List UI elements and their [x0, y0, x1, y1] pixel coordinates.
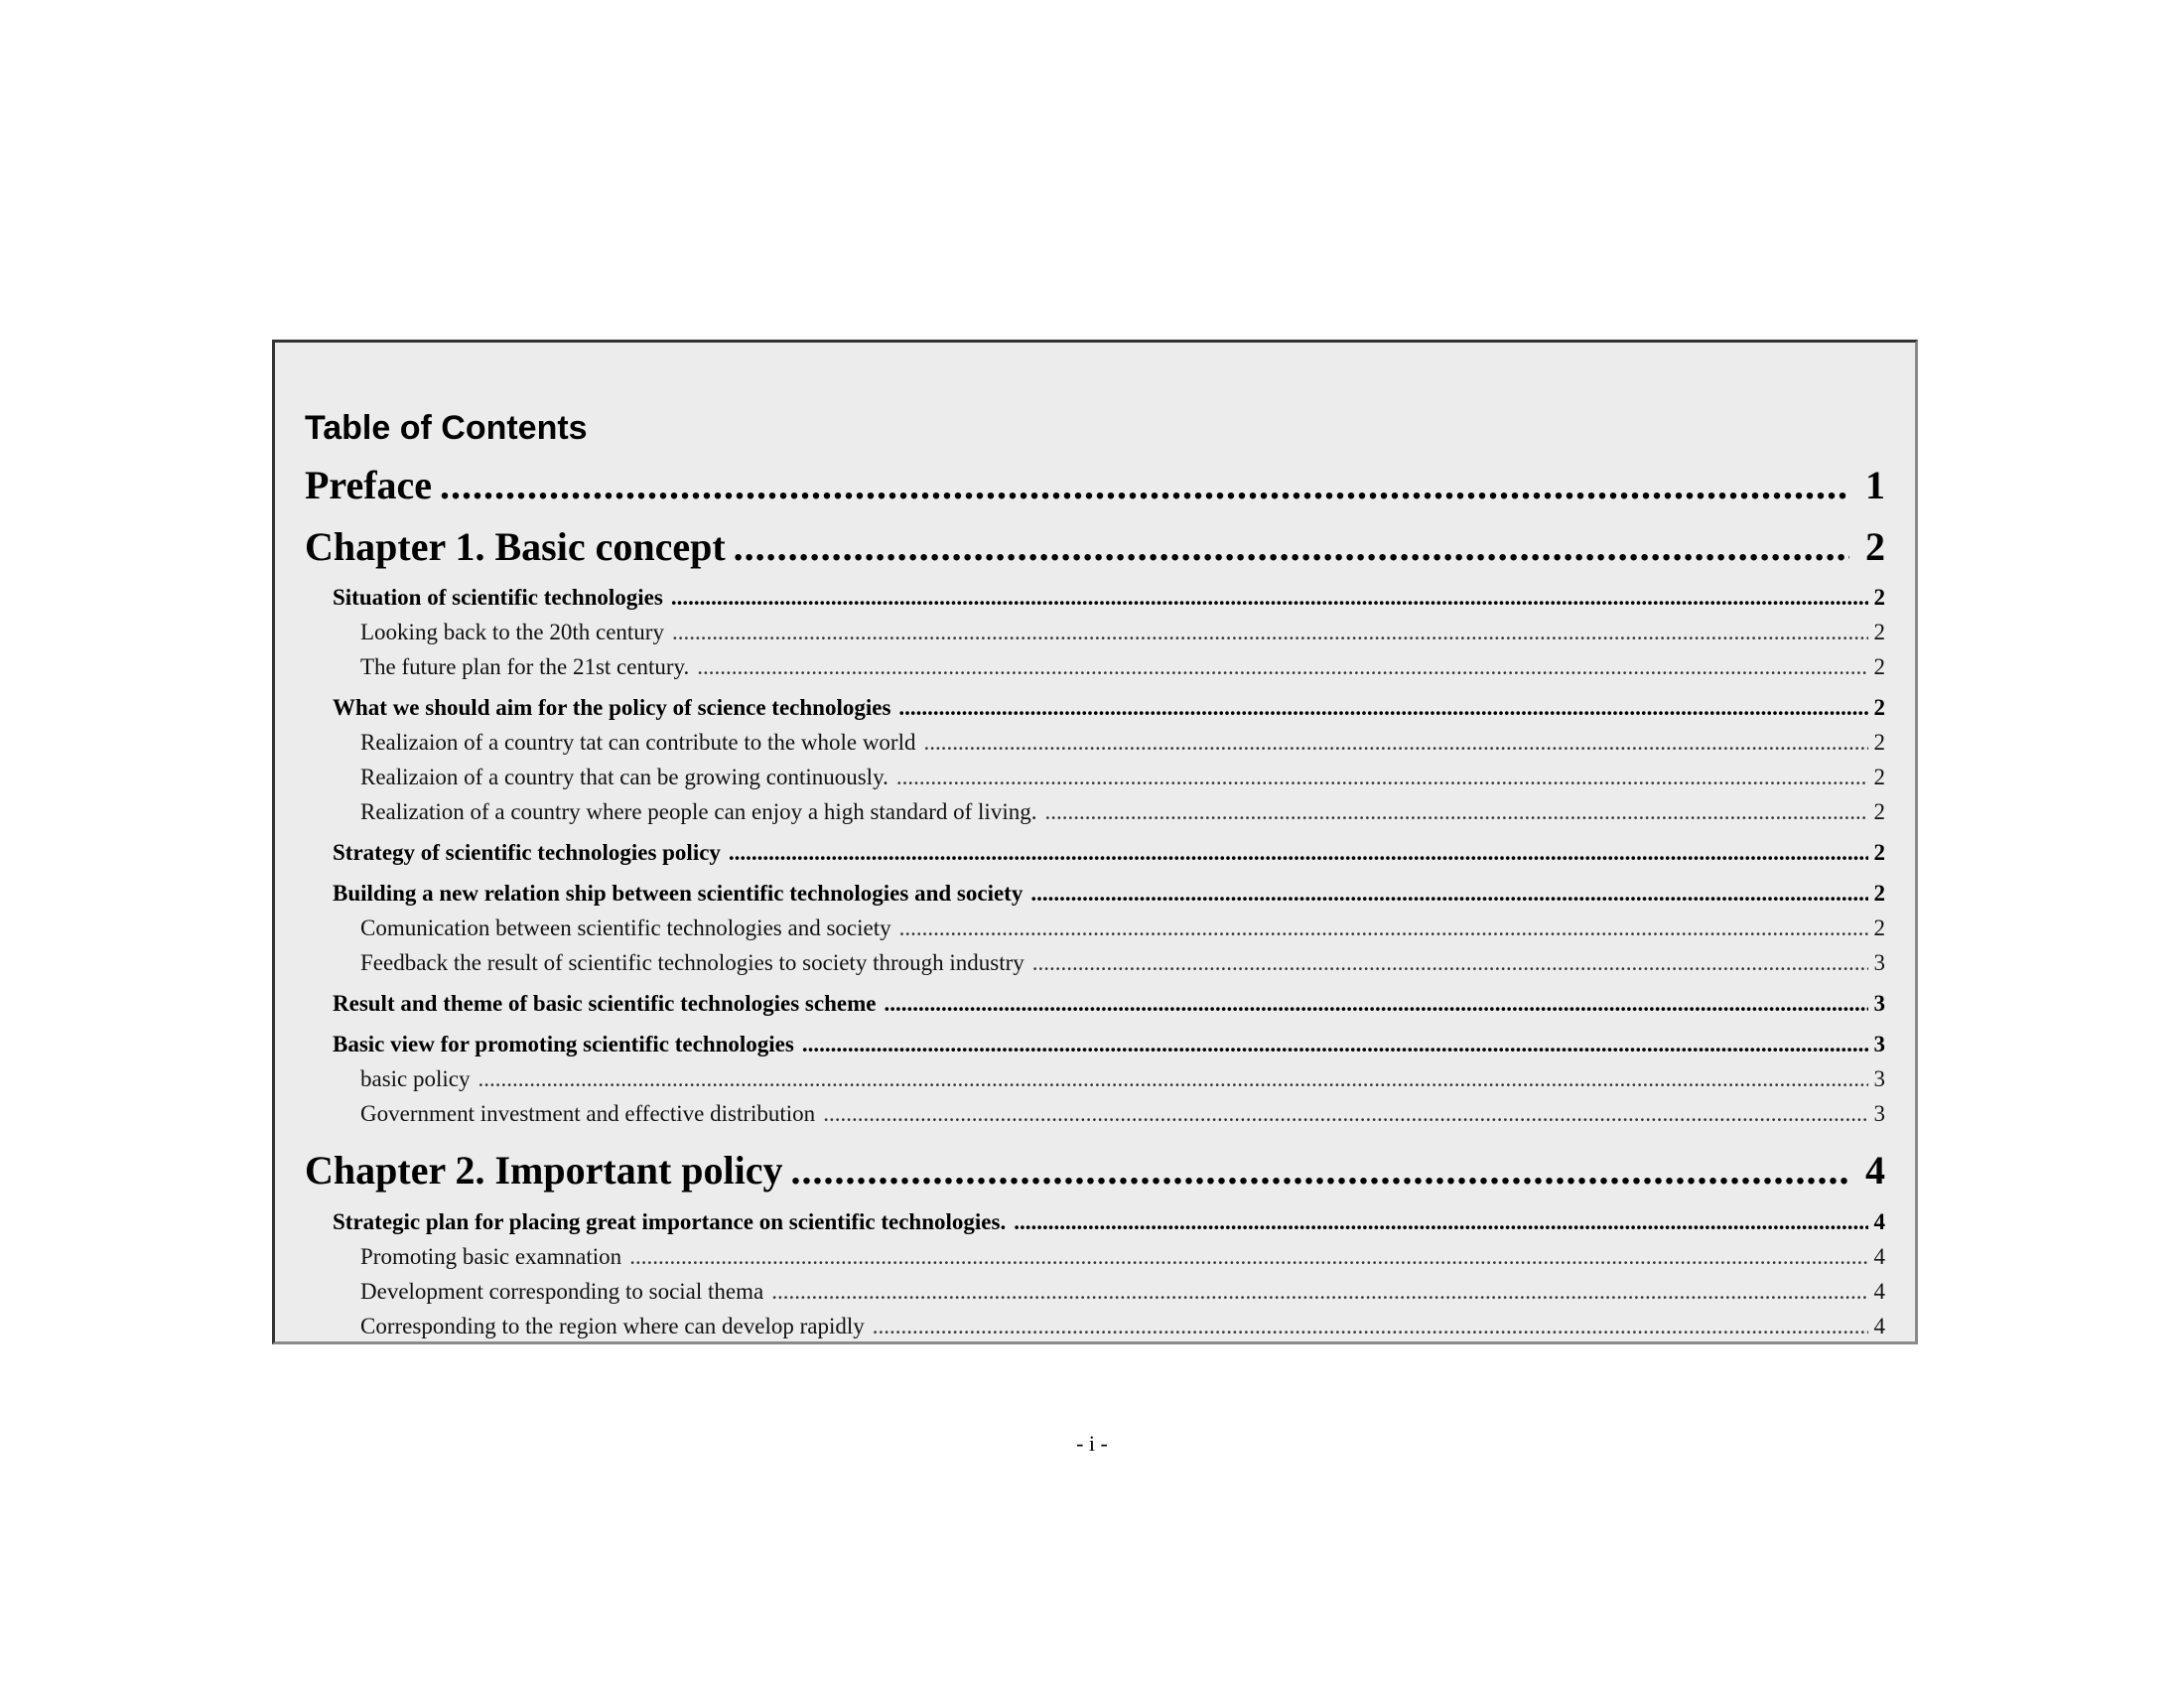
toc-entry-label: Realizaion of a country tat can contribute to the whole world [360, 730, 916, 755]
toc-leader-dots [896, 763, 1868, 792]
toc-entry-page: 2 [1873, 695, 1885, 720]
toc-leader-dots [802, 1030, 1868, 1059]
toc-entry-page: 4 [1873, 1209, 1885, 1234]
toc-entry-subsection[interactable] [305, 618, 1885, 647]
toc-entry-page: 3 [1873, 1101, 1885, 1126]
toc-entry-preface[interactable] [305, 462, 1885, 509]
toc-entry-label: The future plan for the 21st century. [360, 654, 690, 679]
toc-content [305, 343, 1885, 1341]
toc-title: Table of Contents [305, 409, 588, 447]
toc-entry-label: Comunication between scientific technologies and society [360, 915, 891, 940]
toc-leader-dots [440, 462, 1849, 509]
toc-entry-subsection[interactable] [305, 948, 1885, 978]
toc-entry-page: 2 [1873, 881, 1885, 906]
toc-entry-subsection[interactable] [305, 914, 1885, 943]
toc-leader-dots [1044, 797, 1867, 827]
toc-entry-label: Realizaion of a country that can be growing continuously. [360, 765, 888, 789]
toc-entry-label: Development corresponding to social thema [360, 1279, 764, 1304]
toc-entry-subsection[interactable] [305, 1277, 1885, 1307]
toc-leader-dots [790, 1147, 1849, 1195]
toc-entry-section[interactable] [305, 1207, 1885, 1237]
toc-entry-page: 4 [1873, 1244, 1885, 1269]
toc-leader-dots [923, 728, 1867, 758]
toc-entry-page: 3 [1873, 950, 1885, 975]
toc-entry-section[interactable] [305, 838, 1885, 868]
toc-entry-page: 4 [1873, 1279, 1885, 1304]
toc-entry-label: Strategy of scientific technologies policy [333, 840, 721, 865]
toc-entry-page: 2 [1873, 915, 1885, 940]
toc-entry-section[interactable] [305, 989, 1885, 1019]
toc-leader-dots [671, 583, 1868, 613]
toc-leader-dots [629, 1242, 1867, 1272]
toc-entry-label: Building a new relation ship between scientific technologies and society [333, 881, 1024, 906]
page-number: - i - [1076, 1431, 1108, 1456]
toc-leader-dots [884, 989, 1867, 1019]
toc-leader-dots [734, 523, 1849, 571]
toc-entry-section[interactable] [305, 693, 1885, 723]
toc-entry-page: 2 [1873, 585, 1885, 610]
toc-entry-label: Realization of a country where people can enjoy a high standard of living. [360, 799, 1037, 824]
toc-entry-label: Basic view for promoting scientific technologies [333, 1032, 794, 1056]
toc-entry-label: Government investment and effective distribution [360, 1101, 816, 1126]
toc-leader-dots [873, 1312, 1868, 1341]
table-of-contents-box [272, 340, 1918, 1344]
toc-entry-page: 4 [1865, 1148, 1885, 1193]
toc-entry-label: Preface [305, 463, 433, 507]
toc-entry-subsection[interactable] [305, 1099, 1885, 1129]
toc-leader-dots [1014, 1207, 1867, 1237]
toc-entry-page: 3 [1873, 1066, 1885, 1091]
toc-entry-page: 2 [1873, 840, 1885, 865]
toc-leader-dots [771, 1277, 1867, 1307]
toc-entry-label: Looking back to the 20th century [360, 620, 664, 644]
toc-leader-dots [899, 914, 1868, 943]
toc-entry-page: 2 [1865, 524, 1885, 569]
toc-entry-page: 2 [1873, 765, 1885, 789]
toc-entry-page: 2 [1873, 730, 1885, 755]
toc-entry-subsection[interactable] [305, 1064, 1885, 1094]
toc-entry-label: What we should aim for the policy of science technologies [333, 695, 891, 720]
toc-entry-page: 2 [1873, 620, 1885, 644]
toc-leader-dots [898, 693, 1867, 723]
toc-entry-page: 2 [1873, 654, 1885, 679]
toc-leader-dots [729, 838, 1868, 868]
toc-entry-label: Result and theme of basic scientific technologies scheme [333, 991, 877, 1016]
toc-entry-subsection[interactable] [305, 652, 1885, 682]
toc-leader-dots [1030, 879, 1867, 909]
toc-entry-page: 3 [1873, 991, 1885, 1016]
toc-leader-dots [697, 652, 1867, 682]
toc-entry-label: Chapter 1. Basic concept [305, 524, 726, 569]
toc-leader-dots [1032, 948, 1868, 978]
toc-entry-subsection[interactable] [305, 763, 1885, 792]
toc-entry-subsection[interactable] [305, 797, 1885, 827]
toc-entry-label: Feedback the result of scientific technologies to society through industry [360, 950, 1024, 975]
toc-entry-chapter-2[interactable] [305, 1147, 1885, 1195]
toc-entry-section[interactable] [305, 1030, 1885, 1059]
toc-entry-label: basic policy [360, 1066, 471, 1091]
toc-entry-page: 4 [1873, 1314, 1885, 1338]
toc-entry-label: Corresponding to the region where can develop rapidly [360, 1314, 865, 1338]
toc-entry-page: 3 [1873, 1032, 1885, 1056]
toc-entry-chapter-1[interactable] [305, 523, 1885, 571]
toc-entry-page: 1 [1865, 463, 1885, 507]
toc-entry-subsection[interactable] [305, 1242, 1885, 1272]
toc-entry-subsection[interactable] [305, 728, 1885, 758]
toc-entry-label: Strategic plan for placing great importance on scientific technologies. [333, 1209, 1007, 1234]
toc-entry-section[interactable] [305, 583, 1885, 613]
toc-entry-page: 2 [1873, 799, 1885, 824]
toc-entry-label: Promoting basic examnation [360, 1244, 622, 1269]
toc-leader-dots [823, 1099, 1867, 1129]
toc-entry-label: Situation of scientific technologies [333, 585, 663, 610]
toc-entry-label: Chapter 2. Important policy [305, 1148, 783, 1193]
toc-entry-subsection[interactable] [305, 1312, 1885, 1341]
toc-leader-dots [672, 618, 1868, 647]
toc-leader-dots [478, 1064, 1868, 1094]
toc-entry-section[interactable] [305, 879, 1885, 909]
